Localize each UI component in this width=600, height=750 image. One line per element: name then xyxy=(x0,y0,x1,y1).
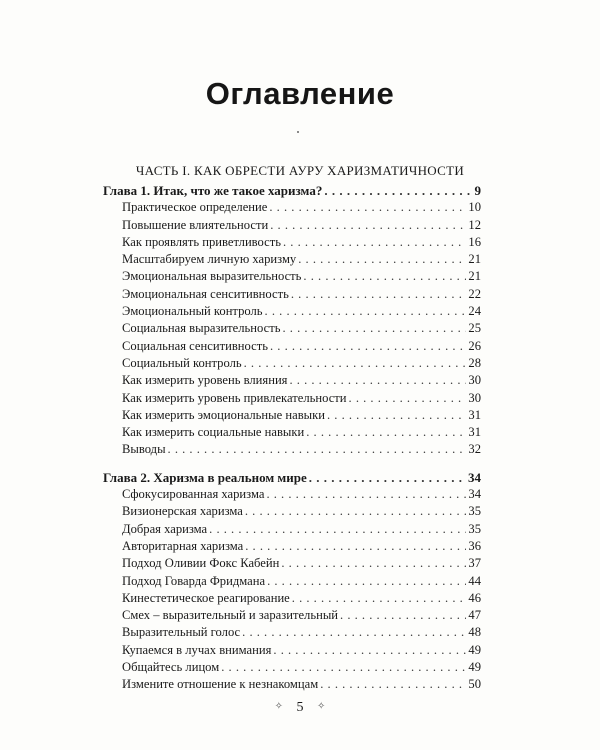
toc-page-number: 24 xyxy=(468,304,481,319)
dot-leader xyxy=(298,251,466,268)
dot-leader xyxy=(209,521,466,538)
dot-leader xyxy=(349,390,467,407)
toc-section-entry[interactable] xyxy=(103,624,481,641)
toc-page-number: 50 xyxy=(468,677,481,692)
toc-page-number: 30 xyxy=(468,390,481,405)
toc-chapter-entry[interactable] xyxy=(103,469,481,486)
toc-section-title: Выводы xyxy=(122,442,166,457)
toc-section-entry[interactable] xyxy=(103,573,481,590)
ornament-dot xyxy=(297,131,299,133)
dot-leader xyxy=(320,676,466,693)
toc-section-title: Практическое определение xyxy=(122,200,268,215)
toc-section-title: Добрая харизма xyxy=(122,521,208,536)
toc-page-number: 9 xyxy=(474,183,481,198)
toc-section-title: Подход Говарда Фридмана xyxy=(122,573,266,588)
dot-leader xyxy=(309,469,466,486)
toc-section-title: Социальная выразительность xyxy=(122,321,281,336)
toc-page-number: 34 xyxy=(468,487,481,502)
toc-section-title: Как измерить уровень влияния xyxy=(122,373,288,388)
toc-page-number: 44 xyxy=(468,573,481,588)
page-number: 5 xyxy=(296,700,304,715)
dot-leader xyxy=(267,573,466,590)
toc-section-entry[interactable] xyxy=(103,286,481,303)
toc-section-entry[interactable] xyxy=(103,320,481,337)
dot-leader xyxy=(303,268,466,285)
toc-section-title: Эмоциональная сенситивность xyxy=(122,286,289,301)
toc-page-number: 37 xyxy=(468,556,481,571)
toc-section-entry[interactable] xyxy=(103,303,481,320)
toc-page-number: 25 xyxy=(468,321,481,336)
toc-section-entry[interactable] xyxy=(103,424,481,441)
toc-page-number: 21 xyxy=(468,252,481,267)
dot-leader xyxy=(291,286,467,303)
dot-leader xyxy=(242,624,466,641)
toc-page-number: 47 xyxy=(468,608,481,623)
table-of-contents xyxy=(103,182,481,694)
toc-section-title: Повышение влиятельности xyxy=(122,217,269,232)
toc-section-title: Как измерить эмоциональные навыки xyxy=(122,407,325,422)
toc-page-number: 16 xyxy=(468,234,481,249)
dot-leader xyxy=(270,338,466,355)
toc-section-entry[interactable] xyxy=(103,355,481,372)
dot-leader xyxy=(245,503,467,520)
toc-section-entry[interactable] xyxy=(103,372,481,389)
toc-section-entry[interactable] xyxy=(103,199,481,216)
toc-section-title: Измените отношение к незнакомцам xyxy=(122,677,319,692)
toc-section-title: Масштабируем личную харизму xyxy=(122,252,297,267)
dot-leader xyxy=(340,607,466,624)
toc-section-entry[interactable] xyxy=(103,607,481,624)
toc-section-title: Подход Оливии Фокс Кабейн xyxy=(122,556,280,571)
toc-page-number: 31 xyxy=(468,407,481,422)
toc-page-number: 49 xyxy=(468,642,481,657)
toc-page-number: 31 xyxy=(468,425,481,440)
toc-page-number: 34 xyxy=(468,469,481,485)
toc-chapter-entry[interactable] xyxy=(103,182,481,199)
toc-section-title: Как проявлять приветливость xyxy=(122,234,281,249)
dot-leader xyxy=(283,234,466,251)
toc-section-entry[interactable] xyxy=(103,390,481,407)
toc-page-number: 46 xyxy=(468,590,481,605)
dot-leader xyxy=(245,538,466,555)
toc-chapter-title: Глава 1. Итак, что же такое харизма? xyxy=(103,183,323,198)
toc-page-number: 30 xyxy=(468,373,481,388)
dot-leader xyxy=(283,320,467,337)
page-footer xyxy=(0,700,600,716)
toc-section-title: Социальный контроль xyxy=(122,355,242,370)
dot-leader xyxy=(270,217,466,234)
toc-page-number: 36 xyxy=(468,538,481,553)
dot-leader xyxy=(269,199,466,216)
toc-page-number: 35 xyxy=(468,521,481,536)
toc-page-number: 22 xyxy=(468,286,481,301)
toc-section-entry[interactable] xyxy=(103,486,481,503)
toc-page-number: 10 xyxy=(468,200,481,215)
dot-leader xyxy=(327,407,466,424)
toc-section-entry[interactable] xyxy=(103,441,481,458)
toc-section-entry[interactable] xyxy=(103,642,481,659)
toc-section-entry[interactable] xyxy=(103,538,481,555)
toc-page-number: 12 xyxy=(468,217,481,232)
toc-section-title: Как измерить социальные навыки xyxy=(122,425,305,440)
toc-page-number: 26 xyxy=(468,338,481,353)
part-heading: ЧАСТЬ I. КАК ОБРЕСТИ АУРУ ХАРИЗМАТИЧНОСТИ xyxy=(135,163,465,178)
toc-section-entry[interactable] xyxy=(103,590,481,607)
toc-section-title: Визионерская харизма xyxy=(122,504,243,519)
toc-section-entry[interactable] xyxy=(103,503,481,520)
toc-section-entry[interactable] xyxy=(103,521,481,538)
toc-section-entry[interactable] xyxy=(103,268,481,285)
toc-section-title: Купаемся в лучах внимания xyxy=(122,642,272,657)
toc-section-entry[interactable] xyxy=(103,555,481,572)
toc-section-title: Авторитарная харизма xyxy=(122,538,244,553)
toc-page-number: 32 xyxy=(468,442,481,457)
toc-section-entry[interactable] xyxy=(103,407,481,424)
dot-leader xyxy=(306,424,466,441)
toc-section-entry[interactable] xyxy=(103,659,481,676)
toc-page-number: 48 xyxy=(468,625,481,640)
dot-leader xyxy=(292,590,467,607)
toc-section-title: Социальная сенситивность xyxy=(122,338,268,353)
toc-section-entry[interactable] xyxy=(103,251,481,268)
dot-leader xyxy=(273,642,466,659)
dot-leader xyxy=(168,441,467,458)
dot-leader xyxy=(244,355,467,372)
page-title: Оглавление xyxy=(205,76,395,111)
toc-section-entry[interactable] xyxy=(103,676,481,693)
toc-section-title: Как измерить уровень привлекательности xyxy=(122,390,347,405)
toc-page-number: 28 xyxy=(468,355,481,370)
footer-ornament-left: ✧ xyxy=(274,701,283,712)
toc-section-title: Сфокусированная харизма xyxy=(122,487,265,502)
dot-leader xyxy=(281,555,466,572)
toc-section-entry[interactable] xyxy=(103,217,481,234)
toc-page-number: 35 xyxy=(468,504,481,519)
toc-section-title: Выразительный голос xyxy=(122,625,241,640)
dot-leader xyxy=(289,372,466,389)
toc-section-title: Эмоциональный контроль xyxy=(122,304,263,319)
toc-section-title: Общайтесь лицом xyxy=(122,660,220,675)
toc-section-entry[interactable] xyxy=(103,234,481,251)
dot-leader xyxy=(324,182,472,199)
dot-leader xyxy=(221,659,466,676)
toc-section-title: Смех – выразительный и заразительный xyxy=(122,608,339,623)
toc-page-number: 49 xyxy=(468,660,481,675)
toc-page-number: 21 xyxy=(468,269,481,284)
toc-section-entry[interactable] xyxy=(103,338,481,355)
footer-ornament-right: ✧ xyxy=(317,701,326,712)
dot-leader xyxy=(266,486,466,503)
toc-section-title: Кинестетическое реагирование xyxy=(122,590,290,605)
toc-chapter-title: Глава 2. Харизма в реальном мире xyxy=(103,469,307,485)
toc-section-title: Эмоциональная выразительность xyxy=(122,269,302,284)
dot-leader xyxy=(265,303,467,320)
